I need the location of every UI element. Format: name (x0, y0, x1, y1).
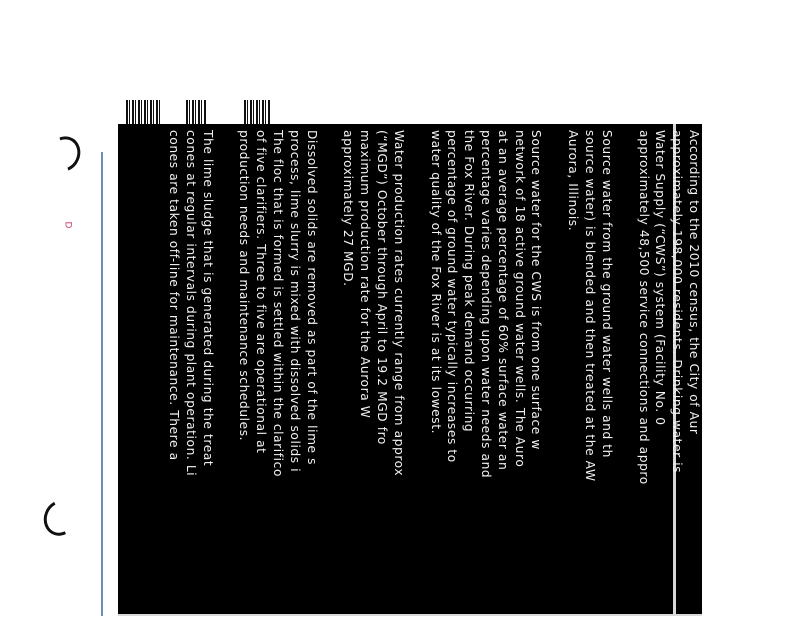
text-line: percentage varies depending upon water needs and (479, 130, 494, 479)
text-line: Water Supply (“CWS”) system (Facility No. 0 (653, 130, 668, 426)
text-line: at an average percentage of 60% surface water an (495, 130, 510, 471)
text-line: The lime sludge that is generated during the treat (200, 130, 215, 467)
text-line: water quality of the Fox River is at its lowest. (428, 130, 443, 435)
text-line: approximately 27 MGD. (341, 130, 356, 287)
text-line: cones at regular intervals during plant operation. Li (183, 130, 198, 477)
paragraph (564, 130, 614, 616)
text-line: of five clarifiers. Three to five are operational at (254, 130, 269, 454)
text-line: source water) is blended and then treated at the AW (583, 130, 598, 482)
text-line: According to the 2010 census, the City of Aur (687, 130, 701, 435)
paragraph (635, 130, 702, 616)
text-line: the Fox River. During peak demand occurring (462, 130, 477, 433)
text-line: Dissolved solids are removed as part of the lime s (304, 130, 319, 466)
text-line: approximately 48,500 service connections and appro (636, 130, 651, 485)
text-line: (“MGD”) October through April to 19.2 MGD fro (375, 130, 390, 445)
paragraph (236, 130, 320, 616)
text-line: network of 18 active ground water wells. The Auro (512, 130, 527, 468)
margin-mark: D (62, 221, 73, 229)
text-line: Water production rates currently range from approx (391, 130, 406, 477)
paragraph (340, 130, 407, 616)
paragraph (427, 130, 545, 616)
text-line: cones are taken off-line for maintenance. There a (167, 130, 182, 461)
paragraph (165, 130, 215, 616)
text-line: production needs and maintenance schedules. (237, 130, 252, 442)
text-line: The floc that is formed is settled within the clarifico (271, 130, 286, 478)
text-line: approximately 198,000 residents. Drinking water is (670, 130, 685, 474)
binder-margin-line (101, 152, 103, 616)
text-line: Source water from the ground water wells and th (599, 130, 614, 459)
text-line: percentage of ground water typically increases to (445, 130, 460, 463)
text-line: Aurora, Illinois. (566, 130, 581, 232)
scanned-text-block (118, 124, 702, 616)
rotated-document-text (145, 130, 702, 616)
text-line: maximum production rate for the Aurora W (358, 130, 373, 419)
text-line: Source water for the CWS is from one surface w (529, 130, 544, 450)
text-line: process, lime slurry is mixed with dissolved solids i (287, 130, 302, 473)
